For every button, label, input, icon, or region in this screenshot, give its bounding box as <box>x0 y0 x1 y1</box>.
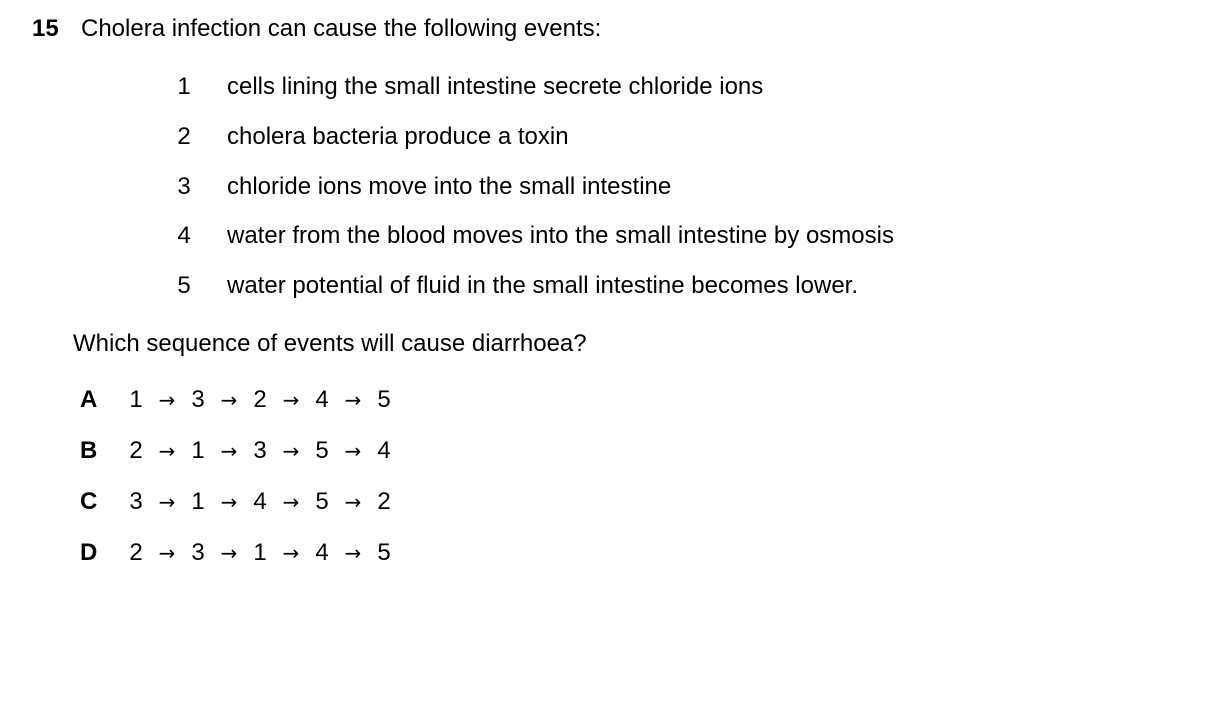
sequence-step: 4 <box>377 437 391 464</box>
arrow-icon: → <box>220 490 238 514</box>
sequence-step: 3 <box>191 539 205 566</box>
option-sequence-d[interactable] <box>129 539 391 567</box>
arrow-icon: → <box>220 541 238 565</box>
arrow-icon: → <box>282 490 300 514</box>
event-text: water potential of fluid in the small intestine becomes lower. <box>227 272 858 299</box>
event-number: 1 <box>177 73 191 100</box>
arrow-icon: → <box>282 388 300 412</box>
arrow-icon: → <box>282 439 300 463</box>
arrow-icon: → <box>282 541 300 565</box>
sequence-step: 5 <box>377 539 391 566</box>
sequence-step: 1 <box>129 386 143 413</box>
option-letter-d[interactable]: D <box>80 539 98 566</box>
sequence-step: 3 <box>129 488 143 515</box>
question-prompt: Which sequence of events will cause diarrhoea? <box>73 330 587 357</box>
sequence-step: 5 <box>377 386 391 413</box>
sequence-step: 1 <box>253 539 267 566</box>
arrow-icon: → <box>158 490 176 514</box>
event-number: 2 <box>177 123 191 150</box>
event-text: cholera bacteria produce a toxin <box>227 123 569 150</box>
arrow-icon: → <box>344 388 362 412</box>
sequence-step: 1 <box>191 488 205 515</box>
sequence-step: 4 <box>253 488 267 515</box>
event-text: chloride ions move into the small intestine <box>227 173 672 200</box>
sequence-step: 2 <box>129 539 143 566</box>
arrow-icon: → <box>344 439 362 463</box>
arrow-icon: → <box>344 541 362 565</box>
arrow-icon: → <box>158 541 176 565</box>
sequence-step: 3 <box>253 437 267 464</box>
option-sequence-a[interactable] <box>129 386 391 414</box>
sequence-step: 2 <box>377 488 391 515</box>
event-number: 3 <box>177 173 191 200</box>
sequence-step: 1 <box>191 437 205 464</box>
sequence-step: 2 <box>253 386 267 413</box>
event-number: 5 <box>177 272 191 299</box>
sequence-step: 5 <box>315 437 329 464</box>
question-number: 15 <box>32 15 59 42</box>
option-sequence-c[interactable] <box>129 488 391 516</box>
sequence-step: 4 <box>315 386 329 413</box>
arrow-icon: → <box>344 490 362 514</box>
option-letter-a[interactable]: A <box>80 386 98 413</box>
arrow-icon: → <box>158 388 176 412</box>
sequence-step: 2 <box>129 437 143 464</box>
event-number: 4 <box>177 222 191 249</box>
event-text: cells lining the small intestine secrete chloride ions <box>227 73 764 100</box>
option-letter-c[interactable]: C <box>80 488 98 515</box>
event-text: water from the blood moves into the small intestine by osmosis <box>227 222 894 249</box>
arrow-icon: → <box>220 388 238 412</box>
arrow-icon: → <box>158 439 176 463</box>
sequence-step: 5 <box>315 488 329 515</box>
sequence-step: 3 <box>191 386 205 413</box>
option-sequence-b[interactable] <box>129 437 391 465</box>
arrow-icon: → <box>220 439 238 463</box>
question-stem: Cholera infection can cause the following events: <box>81 15 602 42</box>
option-letter-b[interactable]: B <box>80 437 98 464</box>
sequence-step: 4 <box>315 539 329 566</box>
